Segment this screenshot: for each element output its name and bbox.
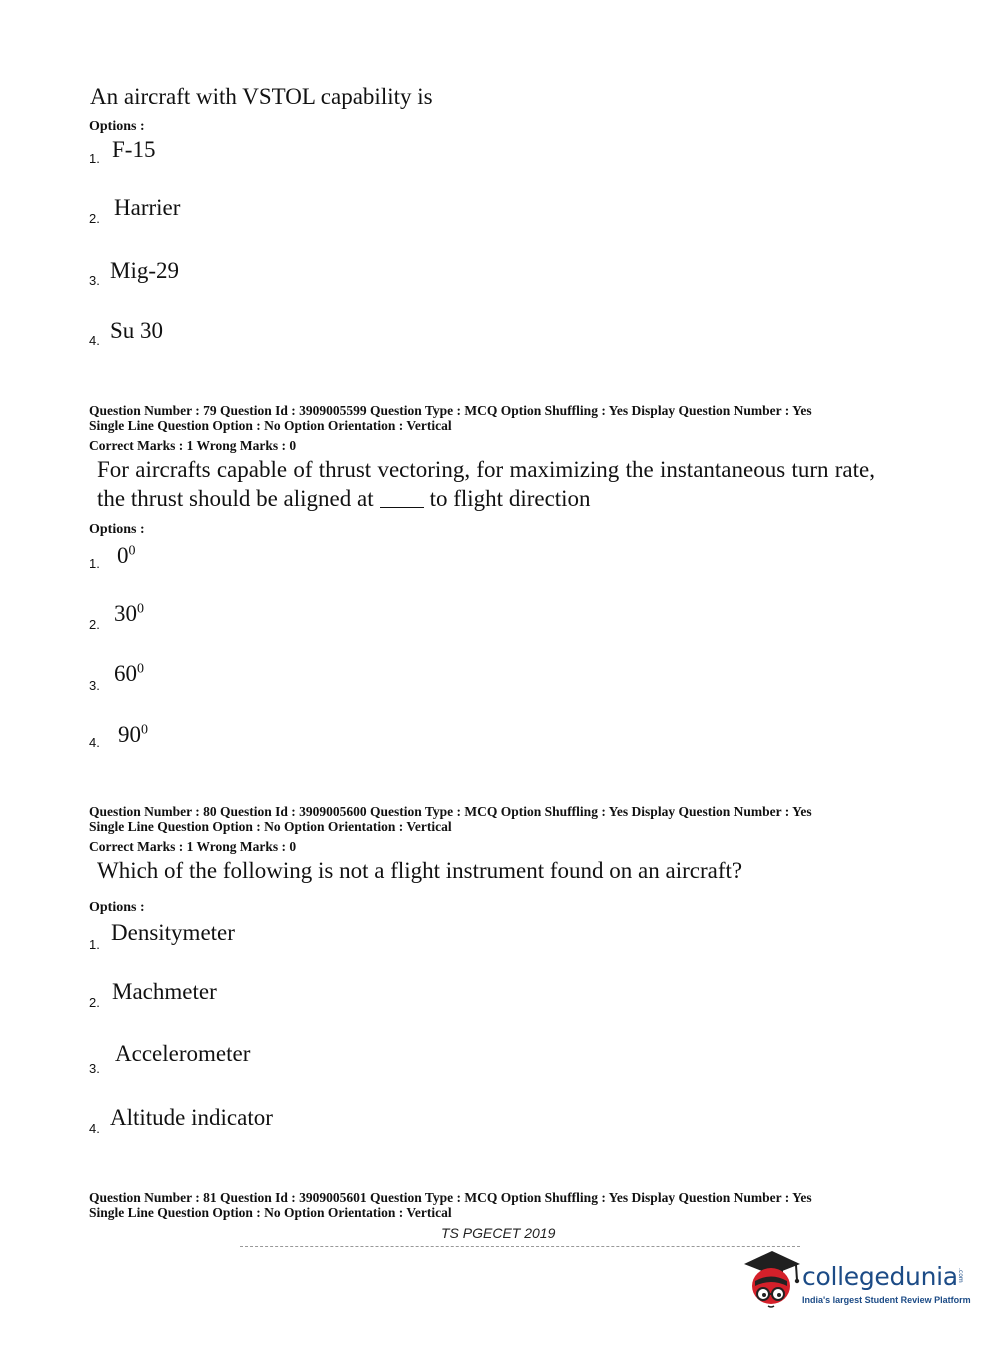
q80-option-2-number: 2. [89, 995, 100, 1010]
q80-options-label: Options : [89, 900, 145, 915]
q79-meta-line-2: Single Line Question Option : No Option Orientation : Vertical [89, 418, 452, 433]
q79-option-3: $60^0$ [114, 661, 144, 686]
q79-marks: Correct Marks : 1 Wrong Marks : 0 [89, 438, 297, 453]
q79-option-1-number: 1. [89, 556, 100, 571]
q78-option-3-number: 3. [89, 273, 100, 288]
q79-options-label: Options : [89, 522, 145, 537]
q78-option-2-number: 2. [89, 211, 100, 226]
q79-option-3-number: 3. [89, 678, 100, 693]
q80-option-3-number: 3. [89, 1061, 100, 1076]
q79-option-4: $90^0$ [118, 722, 148, 747]
q79-option-1: $0^0$ [117, 543, 136, 568]
collegedunia-mascot-icon [742, 1248, 802, 1312]
q78-option-2: Harrier [114, 195, 181, 220]
q79-question-line-2-after: to flight direction [429, 486, 591, 511]
footer-exam-name: TS PGECET 2019 [441, 1225, 556, 1241]
q78-question: An aircraft with VSTOL capability is [90, 84, 433, 109]
q80-option-4-number: 4. [89, 1121, 100, 1136]
q81-meta-line-1: Question Number : 81 Question Id : 3909005601 Question Type : MCQ Option Shuffling : Yes Display Question Number : Yes [89, 1190, 812, 1205]
q80-meta-line-2: Single Line Question Option : No Option Orientation : Vertical [89, 819, 452, 834]
footer-divider [240, 1246, 800, 1247]
q80-marks: Correct Marks : 1 Wrong Marks : 0 [89, 839, 297, 854]
q78-option-1: F-15 [112, 137, 156, 162]
q81-meta-line-2: Single Line Question Option : No Option Orientation : Vertical [89, 1205, 452, 1220]
q80-option-1-number: 1. [89, 937, 100, 952]
q80-option-1: Densitymeter [111, 920, 235, 945]
q80-option-2: Machmeter [112, 979, 217, 1004]
q79-question-line-1: For aircrafts capable of thrust vectoring, for maximizing the instantaneous turn rate, [97, 457, 875, 482]
collegedunia-wordmark: collegedunia [802, 1262, 958, 1291]
q79-answer-blank [380, 507, 424, 508]
q79-question-line-2-before: the thrust should be aligned at [97, 486, 374, 511]
q79-meta-line-1: Question Number : 79 Question Id : 3909005599 Question Type : MCQ Option Shuffling : Yes Display Question Number : Yes [89, 403, 812, 418]
q78-option-1-number: 1. [89, 151, 100, 166]
q78-option-4-number: 4. [89, 333, 100, 348]
q80-meta-line-1: Question Number : 80 Question Id : 3909005600 Question Type : MCQ Option Shuffling : Yes Display Question Number : Yes [89, 804, 812, 819]
q80-option-3: Accelerometer [115, 1041, 251, 1066]
q80-option-4: Altitude indicator [110, 1105, 273, 1130]
q78-option-3: Mig-29 [110, 258, 179, 283]
q79-option-2-number: 2. [89, 617, 100, 632]
q79-option-2: $30^0$ [114, 601, 144, 626]
q79-option-4-number: 4. [89, 735, 100, 750]
collegedunia-tagline: India's largest Student Review Platform [802, 1295, 971, 1305]
q78-options-label: Options : [89, 119, 145, 134]
q80-question: Which of the following is not a flight instrument found on an aircraft? [97, 858, 743, 883]
q78-option-4: Su 30 [110, 318, 164, 343]
q79-question-line-2 [97, 486, 591, 512]
collegedunia-tld: .com [957, 1268, 964, 1283]
